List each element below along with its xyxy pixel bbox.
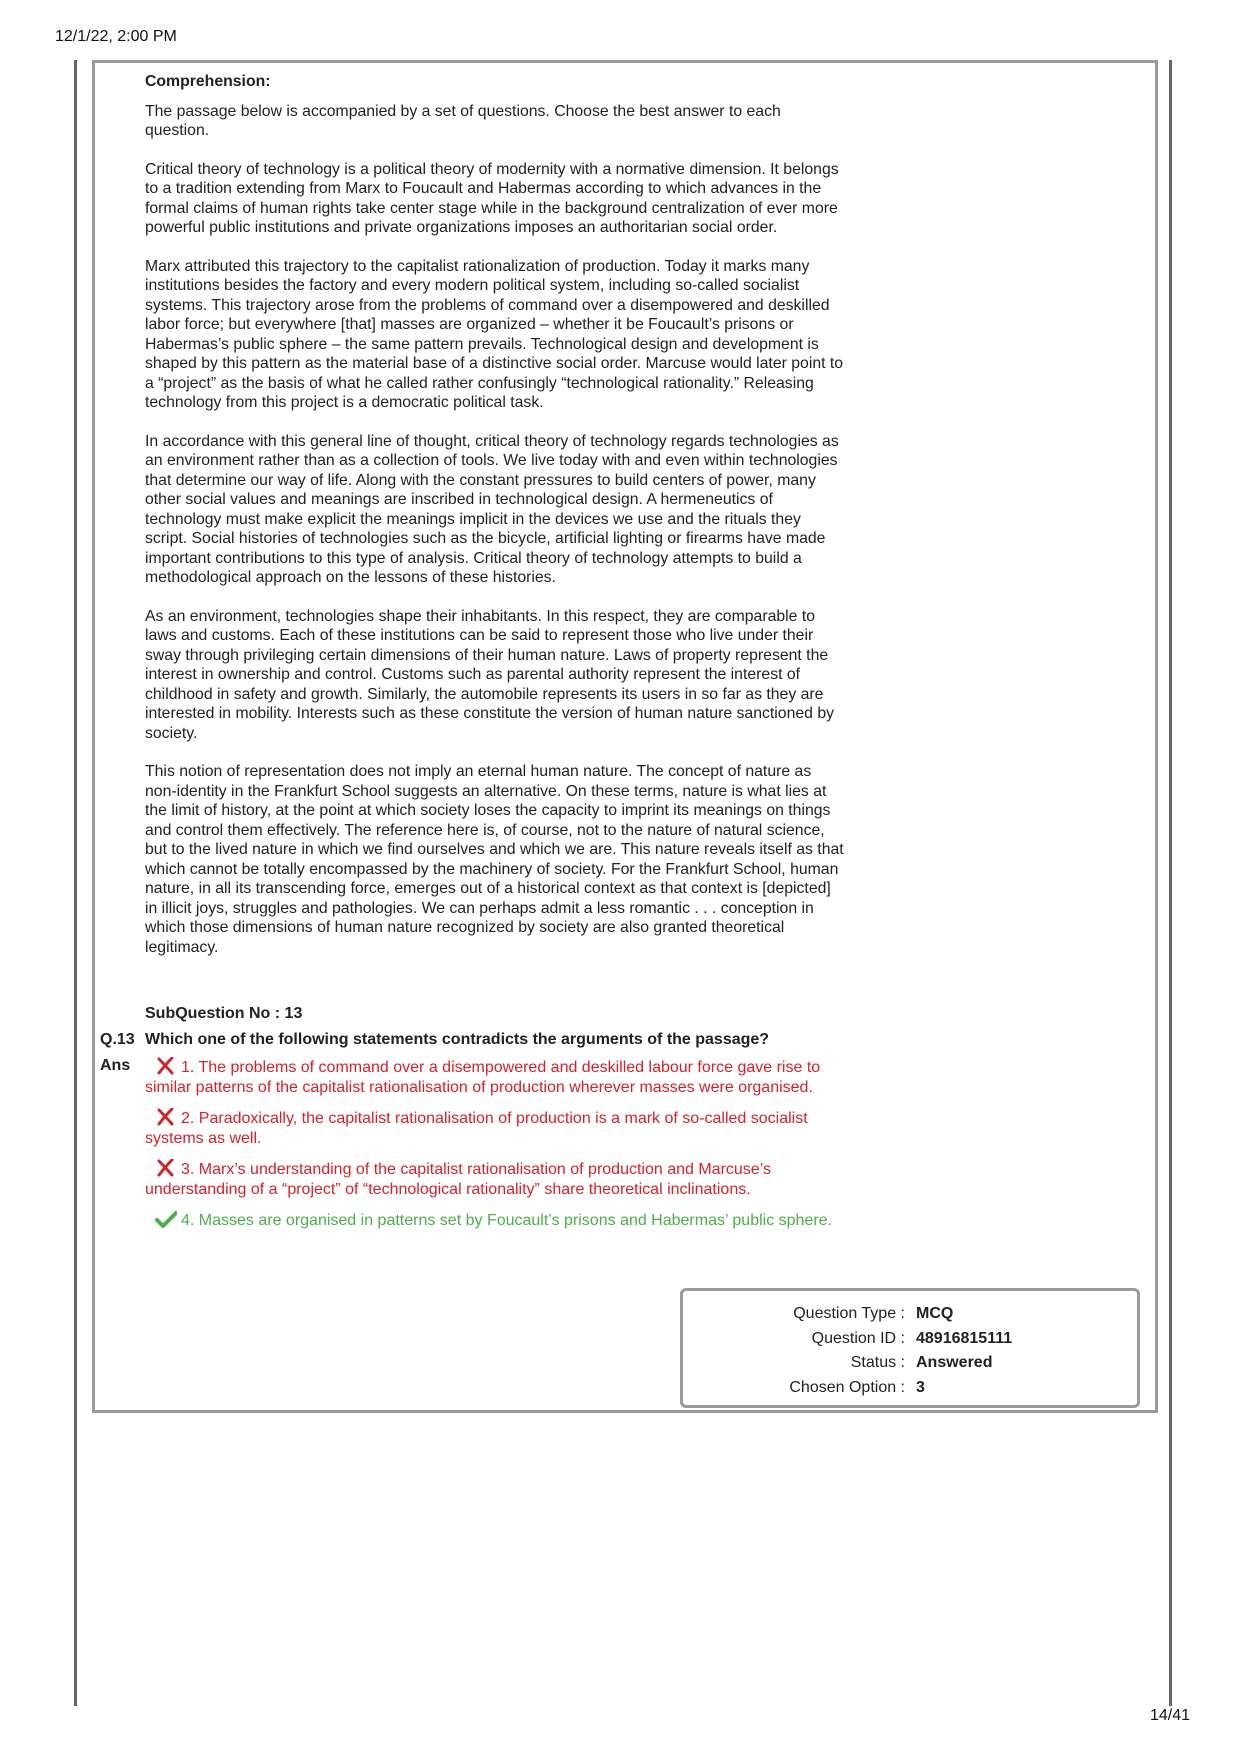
- option-text: 4. Masses are organised in patterns set by Foucault’s prisons and Habermas’ public sphere.: [181, 1212, 833, 1229]
- cross-icon: [155, 1159, 177, 1177]
- left-page-rule: [74, 60, 77, 1706]
- passage-paragraph: Critical theory of technology is a political theory of modernity with a normative dimension. It belongs to a tradition extending from Marx to Foucault and Habermas according to which advances in the formal claims of human rights take center stage while in the background centralization of ever more powerful public institutions and private organizations imposes an authoritarian social order.: [145, 160, 839, 236]
- print-timestamp: 12/1/22, 2:00 PM: [55, 28, 177, 45]
- cross-icon: [155, 1108, 177, 1126]
- option-1: [145, 1057, 845, 1098]
- option-text: 1. The problems of command over a disempowered and deskilled labour force gave rise to similar patterns of the capitalist rationalisation of production wherever masses were organised.: [145, 1059, 821, 1096]
- check-icon: [155, 1210, 177, 1228]
- comprehension-heading: Comprehension:: [145, 73, 271, 90]
- passage-paragraph: In accordance with this general line of thought, critical theory of technology regards technologies as an environment rather than as a collection of tools. We live today with and even within technologies that determine our way of life. Along with the constant pressures to build centers of power, many other social values and meanings are inscribed in technological design. A hermeneutics of technology must make explicit the meanings implicit in the devices we use and the rituals they script. Social histories of technologies such as the bicycle, artificial lighting or firearms have made important contributions to this type of analysis. Critical theory of technology attempts to build a methodological approach on the lessons of these histories.: [145, 432, 839, 586]
- question-id-label: Question ID :: [811, 1330, 905, 1347]
- chosen-option-value: 3: [916, 1379, 925, 1396]
- passage-paragraph: Marx attributed this trajectory to the capitalist rationalization of production. Today it marks many institutions besides the factory and every modern political system, including so-called socialist systems. This trajectory arose from the problems of command over a disempowered and deskilled labor force; but everywhere [that] masses are organized – whether it be Foucault’s prisons or Habermas’s public sphere – the same pattern prevails. Technological design and development is shaped by this pattern as the material base of a distinctive social order. Marcuse would later point to a “project” as the basis of what he called rather confusingly “technological rationality.” Releasing technology from this project is a democratic political task.: [145, 257, 844, 411]
- question-text: Which one of the following statements contradicts the arguments of the passage?: [145, 1031, 770, 1048]
- page-number: 14/41: [1149, 1707, 1190, 1724]
- question-info-box: [680, 1288, 1140, 1408]
- chosen-option-label: Chosen Option :: [789, 1379, 905, 1396]
- option-3: [145, 1159, 845, 1200]
- status-row: [683, 1354, 1137, 1376]
- question-row: [100, 1031, 860, 1049]
- answer-label: Ans: [100, 1057, 131, 1074]
- question-type-value: MCQ: [916, 1305, 954, 1322]
- answer-options: [145, 1057, 845, 1241]
- question-type-row: [683, 1305, 1137, 1327]
- option-text: 3. Marx’s understanding of the capitalist rationalisation of production and Marcuse’s understanding of a “project” of “technological rationality” share theoretical inclinations.: [145, 1161, 771, 1198]
- question-id-row: [683, 1330, 1137, 1352]
- option-4: [145, 1210, 845, 1231]
- passage-paragraph: This notion of representation does not imply an eternal human nature. The concept of nature as non-identity in the Frankfurt School suggests an alternative. On these terms, nature is what lies at the limit of history, at the point at which society loses the capacity to imprint its meanings on things and control them effectively. The reference here is, of course, not to the nature of natural science, but to the lived nature in which we find ourselves and which we are. This nature reveals itself as that which cannot be totally encompassed by the machinery of society. For the Frankfurt School, human nature, in all its transcending force, emerges out of a historical context as that context is [depicted] in illicit joys, struggles and pathologies. We can perhaps admit a less romantic . . . conception in which those dimensions of human nature recognized by society are also granted theoretical legitimacy.: [145, 763, 844, 956]
- option-text: 2. Paradoxically, the capitalist rationalisation of production is a mark of so-called socialist systems as well.: [145, 1110, 808, 1147]
- subquestion-label: SubQuestion No : 13: [145, 1005, 303, 1022]
- question-number: Q.13: [100, 1031, 135, 1048]
- question-id-value: 48916815111: [916, 1330, 1013, 1347]
- passage-paragraph: As an environment, technologies shape their inhabitants. In this respect, they are comparable to laws and customs. Each of these institutions can be said to represent those who live under their sway through privileging certain dimensions of their human nature. Laws of property represent the interest in ownership and control. Customs such as parental authority represent the interest of childhood in safety and growth. Similarly, the automobile represents its users in so far as they are interested in mobility. Interests such as these constitute the version of human nature sanctioned by society.: [145, 607, 835, 742]
- question-type-label: Question Type :: [793, 1305, 905, 1322]
- option-2: [145, 1108, 845, 1149]
- status-value: Answered: [916, 1354, 993, 1371]
- right-page-rule: [1169, 60, 1172, 1706]
- cross-icon: [155, 1057, 177, 1075]
- status-label: Status :: [850, 1354, 905, 1371]
- comprehension-passage: [145, 70, 845, 976]
- passage-paragraph: The passage below is accompanied by a set of questions. Choose the best answer to each question.: [145, 102, 781, 139]
- chosen-option-row: [683, 1379, 1137, 1401]
